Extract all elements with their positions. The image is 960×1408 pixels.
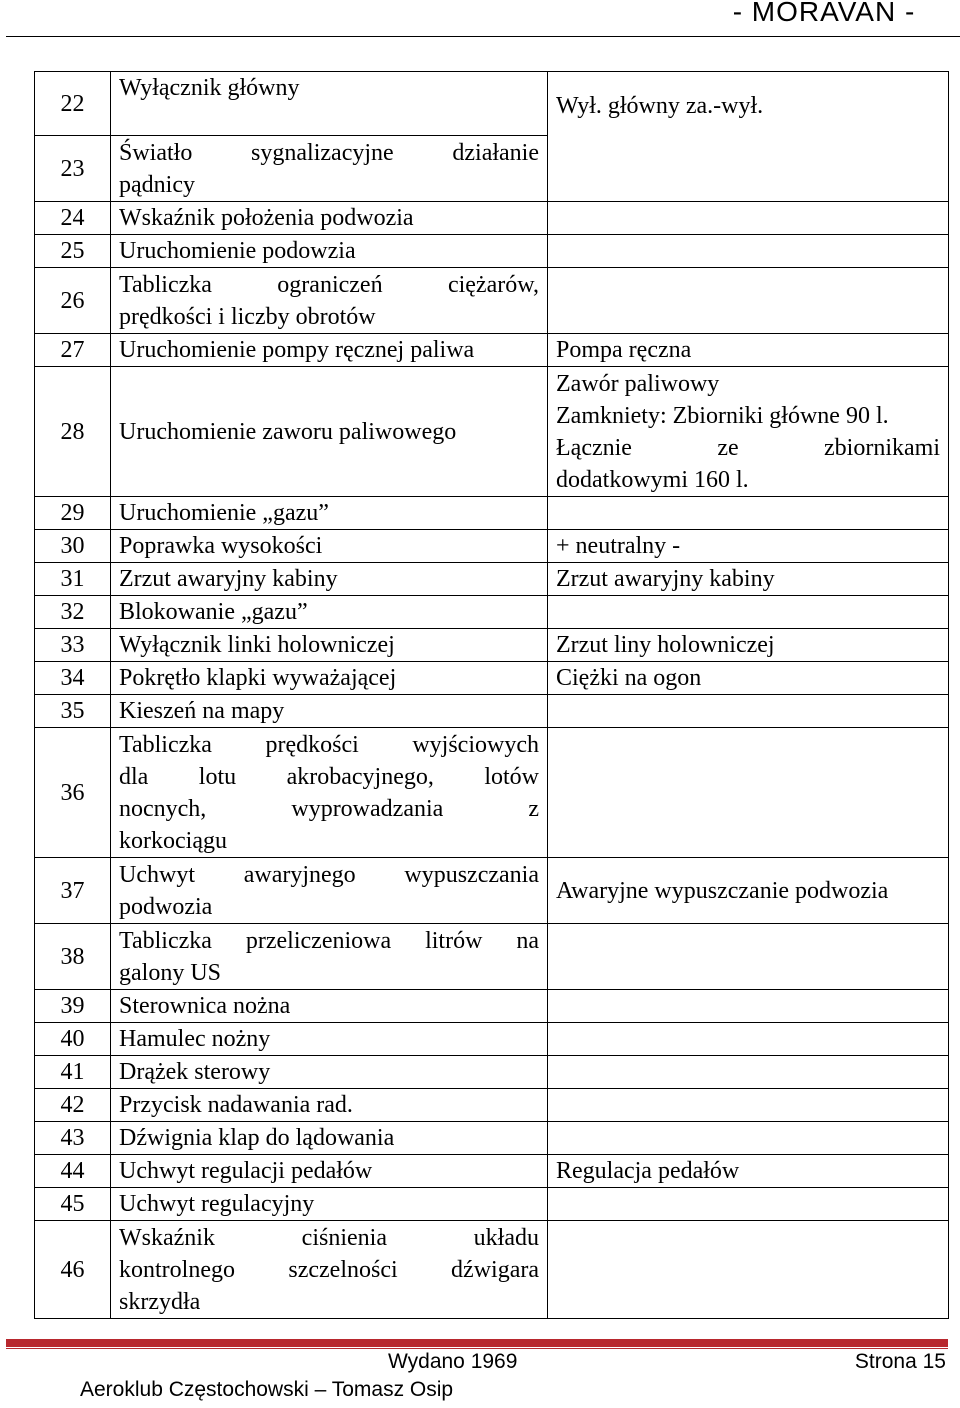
function-line: Awaryjne wypuszczanie podwozia [556, 877, 889, 904]
row-description [111, 530, 548, 563]
description-line: kontrolnego szczelności dźwigara [119, 1256, 539, 1283]
row-function [548, 629, 949, 662]
row-number: 33 [35, 629, 111, 662]
table-row [35, 268, 949, 334]
row-number: 37 [35, 858, 111, 924]
row-description [111, 367, 548, 497]
row-description [111, 1056, 548, 1089]
row-number: 46 [35, 1221, 111, 1319]
function-line: Zrzut awaryjny kabiny [556, 566, 775, 592]
description-line: Tabliczka prędkości wyjściowych [119, 731, 539, 758]
table-row [35, 72, 949, 136]
description-line: Dźwignia klap do lądowania [119, 1125, 395, 1151]
row-description [111, 1089, 548, 1122]
table-row [35, 1221, 949, 1319]
row-description [111, 858, 548, 924]
row-number: 35 [35, 695, 111, 728]
footer-rule-thin [6, 1348, 948, 1349]
table-row [35, 662, 949, 695]
row-number: 39 [35, 990, 111, 1023]
row-function [548, 1089, 949, 1122]
description-line: korkociągu [119, 827, 227, 854]
function-line: Zamkniety: Zbiorniki główne 90 l. [556, 402, 889, 429]
row-description [111, 1122, 548, 1155]
table-row [35, 1155, 949, 1188]
description-line: Uruchomienie „gazu” [119, 500, 329, 526]
footer-author: Aeroklub Częstochowski – Tomasz Osip [80, 1378, 454, 1401]
description-line: Wskaźnik położenia podwozia [119, 205, 414, 231]
description-line: Uchwyt regulacji pedałów [119, 1158, 373, 1184]
row-description [111, 629, 548, 662]
table-row [35, 563, 949, 596]
description-line: podwozia [119, 893, 213, 920]
table-row [35, 1023, 949, 1056]
function-line: Regulacja pedałów [556, 1158, 740, 1184]
table-row [35, 1056, 949, 1089]
row-function [548, 202, 949, 235]
row-number: 45 [35, 1188, 111, 1221]
description-line: Tabliczka ograniczeń ciężarów, [119, 271, 539, 298]
table-row [35, 1089, 949, 1122]
row-description [111, 136, 548, 202]
row-description [111, 1188, 548, 1221]
description-line: Wyłącznik główny [119, 75, 300, 101]
table-row [35, 367, 949, 497]
row-number: 41 [35, 1056, 111, 1089]
row-description [111, 695, 548, 728]
row-description [111, 1023, 548, 1056]
table-row [35, 202, 949, 235]
row-description [111, 990, 548, 1023]
function-line: dodatkowymi 160 l. [556, 466, 749, 493]
description-line: Przycisk nadawania rad. [119, 1092, 353, 1118]
function-line: + neutralny - [556, 533, 681, 559]
description-line: pądnicy [119, 171, 195, 198]
header-title: - MORAVAN - [732, 0, 916, 27]
row-function [548, 334, 949, 367]
function-line: Ciężki na ogon [556, 665, 702, 691]
row-function [548, 235, 949, 268]
description-line: Sterownica nożna [119, 993, 291, 1019]
row-number: 32 [35, 596, 111, 629]
row-function [548, 1155, 949, 1188]
row-function [548, 662, 949, 695]
row-description [111, 334, 548, 367]
row-function [548, 1023, 949, 1056]
description-line: prędkości i liczby obrotów [119, 303, 376, 330]
row-number: 28 [35, 367, 111, 497]
description-line: Wskaźnik ciśnienia układu [119, 1224, 539, 1251]
row-number: 27 [35, 334, 111, 367]
description-line: Drążek sterowy [119, 1059, 271, 1085]
table-row [35, 497, 949, 530]
description-line: Pokrętło klapki wyważającej [119, 665, 397, 691]
row-description [111, 1155, 548, 1188]
row-function [548, 924, 949, 990]
description-line: Kieszeń na mapy [119, 698, 285, 724]
table-row [35, 530, 949, 563]
parts-table-body [35, 72, 949, 1319]
description-line: Tabliczka przeliczeniowa litrów na [119, 927, 539, 954]
row-function [548, 990, 949, 1023]
row-number: 23 [35, 136, 111, 202]
row-description [111, 72, 548, 136]
row-number: 25 [35, 235, 111, 268]
row-number: 43 [35, 1122, 111, 1155]
table-row [35, 334, 949, 367]
row-function [548, 268, 949, 334]
row-function [548, 728, 949, 858]
row-description [111, 662, 548, 695]
description-line: Zrzut awaryjny kabiny [119, 566, 338, 592]
table-row [35, 596, 949, 629]
footer-rule [6, 1339, 948, 1347]
row-number: 29 [35, 497, 111, 530]
row-number: 36 [35, 728, 111, 858]
row-number: 42 [35, 1089, 111, 1122]
row-function [548, 367, 949, 497]
row-description [111, 728, 548, 858]
description-line: Uchwyt awaryjnego wypuszczania [119, 861, 539, 888]
row-number: 26 [35, 268, 111, 334]
description-line: Hamulec nożny [119, 1026, 271, 1052]
parts-table [34, 71, 949, 1319]
row-number: 31 [35, 563, 111, 596]
footer-issued: Wydano 1969 [388, 1350, 518, 1373]
row-function [548, 1188, 949, 1221]
row-function [548, 1221, 949, 1319]
row-function [548, 72, 949, 202]
row-description [111, 497, 548, 530]
row-function [548, 596, 949, 629]
row-function [548, 563, 949, 596]
description-line: dla lotu akrobacyjnego, lotów [119, 763, 539, 790]
description-line: Uruchomienie pompy ręcznej paliwa [119, 337, 475, 363]
description-line: galony US [119, 959, 221, 986]
row-description [111, 202, 548, 235]
table-row [35, 924, 949, 990]
table-row [35, 728, 949, 858]
function-line: Zrzut liny holowniczej [556, 632, 775, 658]
table-row [35, 1188, 949, 1221]
row-number: 24 [35, 202, 111, 235]
table-row [35, 695, 949, 728]
description-line: Uruchomienie zaworu paliwowego [119, 418, 457, 445]
row-number: 22 [35, 72, 111, 136]
row-number: 34 [35, 662, 111, 695]
function-line: Pompa ręczna [556, 337, 692, 363]
row-function [548, 497, 949, 530]
footer-page-number: Strona 15 [854, 1350, 946, 1373]
function-line: Łącznie ze zbiornikami [556, 434, 940, 461]
table-row [35, 235, 949, 268]
description-line: Uruchomienie podowzia [119, 238, 356, 264]
description-line: Poprawka wysokości [119, 533, 323, 559]
description-line: skrzydła [119, 1288, 201, 1315]
row-description [111, 1221, 548, 1319]
row-function [548, 695, 949, 728]
function-line: Zawór paliwowy [556, 370, 720, 397]
table-row [35, 858, 949, 924]
description-line: Blokowanie „gazu” [119, 599, 308, 625]
row-description [111, 268, 548, 334]
row-function [548, 1122, 949, 1155]
table-row [35, 629, 949, 662]
row-number: 30 [35, 530, 111, 563]
row-description [111, 563, 548, 596]
row-number: 40 [35, 1023, 111, 1056]
row-function [548, 530, 949, 563]
row-description [111, 924, 548, 990]
function-line: Wył. główny za.-wył. [556, 93, 764, 119]
row-description [111, 235, 548, 268]
row-number: 38 [35, 924, 111, 990]
description-line: Uchwyt regulacyjny [119, 1191, 315, 1217]
table-row [35, 990, 949, 1023]
header-rule [6, 36, 960, 37]
row-number: 44 [35, 1155, 111, 1188]
description-line: Wyłącznik linki holowniczej [119, 632, 395, 658]
description-line: nocnych, wyprowadzania z [119, 795, 539, 822]
row-description [111, 596, 548, 629]
row-function [548, 858, 949, 924]
description-line: Światło sygnalizacyjne działanie [119, 139, 539, 166]
table-row [35, 1122, 949, 1155]
row-function [548, 1056, 949, 1089]
